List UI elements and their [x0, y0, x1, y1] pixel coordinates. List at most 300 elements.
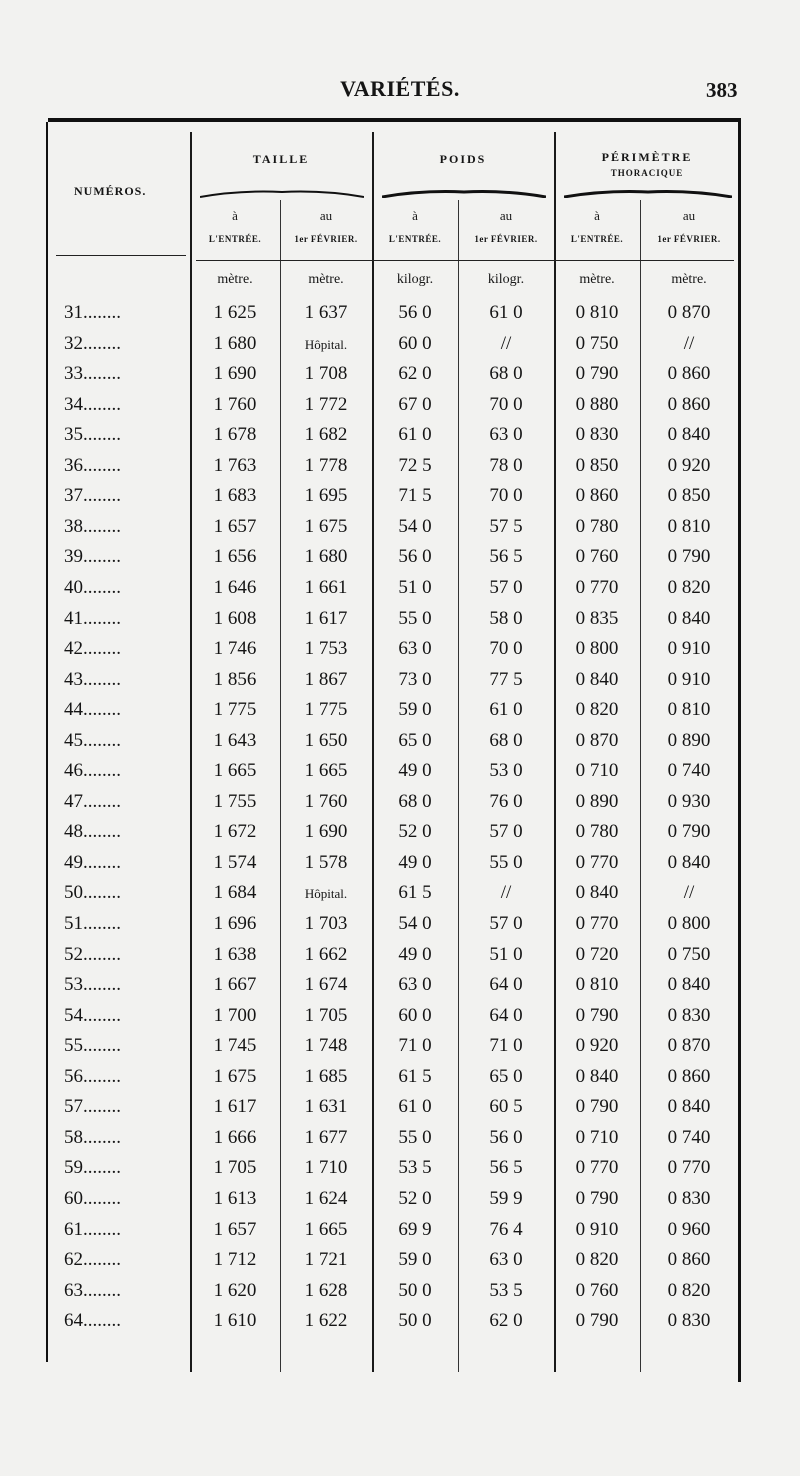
taille-fevrier: 1 775 [304, 699, 348, 721]
perimetre-fevrier: 0 830 [667, 1310, 711, 1332]
poids-fevrier: 64 0 [489, 1004, 523, 1026]
poids-entree: 61 5 [398, 1065, 432, 1087]
perimetre-entree: 0 870 [575, 729, 619, 751]
perimetre-entree: 0 760 [575, 546, 619, 568]
taille-entree: 1 700 [213, 1004, 257, 1026]
table-row [0, 577, 800, 607]
poids-fevrier: 70 0 [489, 485, 523, 507]
perimetre-fevrier: 0 840 [667, 851, 711, 873]
taille-fevrier: 1 708 [304, 363, 348, 385]
perimetre-fevrier: 0 750 [667, 943, 711, 965]
row-number: 32........ [64, 332, 121, 354]
perimetre-entree: 0 880 [575, 393, 619, 415]
perimetre-entree: 0 790 [575, 1310, 619, 1332]
taille-fevrier: 1 778 [304, 454, 348, 476]
taille-fevrier: Hôpital. [304, 886, 348, 902]
perimetre-fevrier: 0 930 [667, 790, 711, 812]
row-number: 52........ [64, 943, 121, 965]
poids-fevrier: 56 5 [489, 546, 523, 568]
taille-entree: 1 856 [213, 668, 257, 690]
taille-fevrier: 1 624 [304, 1187, 348, 1209]
taille-entree: 1 763 [213, 454, 257, 476]
taille-fevrier: 1 675 [304, 515, 348, 537]
poids-entree: 61 5 [398, 882, 432, 904]
row-number: 48........ [64, 821, 121, 843]
taille-fevrier: 1 695 [304, 485, 348, 507]
taille-fevrier: Hôpital. [304, 336, 348, 352]
table-row [0, 1066, 800, 1096]
taille-fevrier: 1 677 [304, 1126, 348, 1148]
row-number: 53........ [64, 974, 121, 996]
taille-fevrier: 1 690 [304, 821, 348, 843]
table-row [0, 363, 800, 393]
table-row [0, 1188, 800, 1218]
perimetre-fevrier: 0 830 [667, 1004, 711, 1026]
perimetre-entree: 0 840 [575, 668, 619, 690]
taille-entree: 1 620 [213, 1279, 257, 1301]
row-number: 51........ [64, 913, 121, 934]
taille-entree: 1 690 [213, 363, 257, 385]
row-number: 36........ [64, 454, 121, 476]
poids-entree: 71 0 [398, 1035, 432, 1057]
perimetre-entree: 0 850 [575, 454, 619, 476]
perimetre-fevrier: 0 840 [667, 974, 711, 996]
poids-fevrier: 61 0 [489, 302, 523, 323]
taille-entree: 1 712 [213, 1249, 257, 1271]
perimetre-fevrier: 0 960 [667, 1218, 711, 1240]
perimetre-fevrier: // [683, 882, 695, 904]
taille-entree: 1 665 [213, 760, 257, 782]
table-row [0, 1249, 800, 1279]
running-title: VARIÉTÉS. [340, 76, 460, 101]
perimetre-entree: 0 820 [575, 699, 619, 721]
perimetre-entree: 0 770 [575, 851, 619, 873]
table-row [0, 1096, 800, 1126]
table-row [0, 1127, 800, 1157]
poids-entree: 53 5 [398, 1157, 432, 1179]
unit-label: mètre. [671, 272, 707, 287]
table-row [0, 974, 800, 1004]
perimetre-fevrier: 0 850 [667, 485, 711, 507]
row-number: 38........ [64, 515, 121, 537]
poids-entree: 52 0 [398, 1187, 432, 1209]
taille-fevrier: 1 703 [304, 913, 348, 934]
perimetre-fevrier: 0 840 [667, 424, 711, 446]
poids-fevrier: // [500, 882, 512, 904]
poids-fevrier: 63 0 [489, 1249, 523, 1271]
table-row [0, 852, 800, 882]
taille-fevrier: 1 760 [304, 790, 348, 812]
perimetre-entree: 0 780 [575, 515, 619, 537]
row-number: 44........ [64, 699, 121, 721]
row-number: 64........ [64, 1310, 121, 1332]
perimetre-fevrier: 0 740 [667, 760, 711, 782]
taille-fevrier: 1 680 [304, 546, 348, 568]
perimetre-entree: 0 920 [575, 1035, 619, 1057]
row-number: 56........ [64, 1065, 121, 1087]
table-row [0, 302, 800, 332]
perimetre-entree: 0 790 [575, 1004, 619, 1026]
table-row [0, 424, 800, 454]
taille-entree: 1 746 [213, 638, 257, 660]
taille-entree: 1 775 [213, 699, 257, 721]
taille-fevrier: 1 650 [304, 729, 348, 751]
taille-fevrier: 1 674 [304, 974, 348, 996]
row-number: 57........ [64, 1096, 121, 1118]
poids-fevrier: 68 0 [489, 729, 523, 751]
perimetre-fevrier: 0 790 [667, 546, 711, 568]
poids-fevrier: 76 4 [489, 1218, 523, 1240]
table-row [0, 1157, 800, 1187]
poids-fevrier: 63 0 [489, 424, 523, 446]
poids-entree: 61 0 [398, 1096, 432, 1118]
poids-fevrier: 59 9 [489, 1187, 523, 1209]
poids-entree: 68 0 [398, 790, 432, 812]
table-row [0, 1310, 800, 1340]
poids-entree: 65 0 [398, 729, 432, 751]
perimetre-fevrier: 0 860 [667, 393, 711, 415]
taille-fevrier: 1 661 [304, 576, 348, 598]
poids-entree: 59 0 [398, 699, 432, 721]
poids-fevrier: 56 5 [489, 1157, 523, 1179]
perimetre-fevrier: 0 860 [667, 363, 711, 385]
group-header-perimetre [554, 150, 740, 178]
subheader-bottom: L'ENTRÉE. [388, 234, 442, 244]
poids-fevrier: 62 0 [489, 1310, 523, 1332]
table-row [0, 944, 800, 974]
poids-fevrier: 60 5 [489, 1096, 523, 1118]
perimetre-fevrier: 0 810 [667, 699, 711, 721]
poids-fevrier: 78 0 [489, 454, 523, 476]
perimetre-entree: 0 770 [575, 576, 619, 598]
poids-fevrier: 64 0 [489, 974, 523, 996]
subheader-top: au [682, 208, 696, 223]
poids-entree: 49 0 [398, 851, 432, 873]
poids-entree: 54 0 [398, 515, 432, 537]
taille-fevrier: 1 710 [304, 1157, 348, 1179]
poids-fevrier: 68 0 [489, 363, 523, 385]
subheader-top: à [232, 208, 238, 223]
taille-entree: 1 638 [213, 943, 257, 965]
perimetre-entree: 0 790 [575, 1096, 619, 1118]
unit-label: kilogr. [487, 272, 525, 287]
brace-taille [200, 188, 364, 198]
taille-entree: 1 617 [213, 1096, 257, 1118]
poids-entree: 56 0 [398, 546, 432, 568]
perimetre-fevrier: 0 810 [667, 515, 711, 537]
poids-entree: 50 0 [398, 1310, 432, 1332]
unit-label: kilogr. [396, 272, 434, 287]
unit-label: mètre. [217, 272, 253, 287]
perimetre-entree: 0 840 [575, 882, 619, 904]
taille-entree: 1 672 [213, 821, 257, 843]
poids-entree: 56 0 [398, 302, 432, 323]
perimetre-fevrier: 0 770 [667, 1157, 711, 1179]
row-number: 47........ [64, 790, 121, 812]
row-number: 49........ [64, 851, 121, 873]
taille-fevrier: 1 637 [304, 302, 348, 323]
perimetre-entree: 0 820 [575, 1249, 619, 1271]
perimetre-entree: 0 760 [575, 1279, 619, 1301]
table-row [0, 394, 800, 424]
taille-entree: 1 678 [213, 424, 257, 446]
poids-fevrier: 70 0 [489, 393, 523, 415]
taille-entree: 1 755 [213, 790, 257, 812]
row-number: 63........ [64, 1279, 121, 1301]
poids-entree: 49 0 [398, 760, 432, 782]
table-row [0, 699, 800, 729]
taille-fevrier: 1 772 [304, 393, 348, 415]
perimetre-entree: 0 910 [575, 1218, 619, 1240]
poids-fevrier: 77 5 [489, 668, 523, 690]
taille-entree: 1 608 [213, 607, 257, 629]
perimetre-entree: 0 770 [575, 913, 619, 934]
table-row [0, 485, 800, 515]
taille-fevrier: 1 665 [304, 1218, 348, 1240]
poids-entree: 60 0 [398, 332, 432, 354]
poids-entree: 52 0 [398, 821, 432, 843]
table-row [0, 638, 800, 668]
taille-fevrier: 1 753 [304, 638, 348, 660]
poids-entree: 50 0 [398, 1279, 432, 1301]
perimetre-entree: 0 810 [575, 974, 619, 996]
table-row [0, 821, 800, 851]
poids-fevrier: 56 0 [489, 1126, 523, 1148]
poids-entree: 54 0 [398, 913, 432, 934]
row-number: 45........ [64, 729, 121, 751]
taille-entree: 1 680 [213, 332, 257, 354]
perimetre-entree: 0 710 [575, 1126, 619, 1148]
poids-entree: 63 0 [398, 974, 432, 996]
row-number: 55........ [64, 1035, 121, 1057]
subheader-bottom: 1er FÉVRIER. [474, 234, 538, 244]
taille-entree: 1 684 [213, 882, 257, 904]
poids-entree: 73 0 [398, 668, 432, 690]
taille-entree: 1 657 [213, 515, 257, 537]
unit-label: mètre. [308, 272, 344, 287]
taille-fevrier: 1 705 [304, 1004, 348, 1026]
poids-fevrier: // [500, 332, 512, 354]
subheader-bottom: L'ENTRÉE. [208, 234, 262, 244]
taille-entree: 1 666 [213, 1126, 257, 1148]
taille-fevrier: 1 685 [304, 1065, 348, 1087]
poids-fevrier: 76 0 [489, 790, 523, 812]
row-number: 34........ [64, 393, 121, 415]
taille-fevrier: 1 628 [304, 1279, 348, 1301]
poids-fevrier: 57 5 [489, 515, 523, 537]
numeros-header: NUMÉROS. [74, 184, 147, 198]
row-number: 62........ [64, 1249, 121, 1271]
poids-entree: 63 0 [398, 638, 432, 660]
taille-fevrier: 1 665 [304, 760, 348, 782]
taille-fevrier: 1 662 [304, 943, 348, 965]
perimetre-entree: 0 710 [575, 760, 619, 782]
poids-fevrier: 70 0 [489, 638, 523, 660]
perimetre-fevrier: 0 840 [667, 607, 711, 629]
table-row [0, 546, 800, 576]
perimetre-entree: 0 830 [575, 424, 619, 446]
row-number: 54........ [64, 1004, 121, 1026]
poids-fevrier: 55 0 [489, 851, 523, 873]
table-row [0, 1280, 800, 1310]
perimetre-entree: 0 720 [575, 943, 619, 965]
perimetre-fevrier: 0 860 [667, 1065, 711, 1087]
taille-fevrier: 1 631 [304, 1096, 348, 1118]
subheader-top: à [412, 208, 418, 223]
table-row [0, 455, 800, 485]
taille-entree: 1 610 [213, 1310, 257, 1332]
taille-fevrier: 1 617 [304, 607, 348, 629]
row-number: 35........ [64, 424, 121, 446]
group-header-poids: POIDS [439, 152, 487, 166]
taille-entree: 1 646 [213, 576, 257, 598]
taille-fevrier: 1 622 [304, 1310, 348, 1332]
poids-entree: 59 0 [398, 1249, 432, 1271]
brace-poids [382, 188, 546, 198]
row-number: 41........ [64, 607, 121, 629]
taille-fevrier: 1 682 [304, 424, 348, 446]
poids-entree: 62 0 [398, 363, 432, 385]
subheader-bottom: L'ENTRÉE. [570, 234, 624, 244]
taille-entree: 1 574 [213, 851, 257, 873]
perimetre-entree: 0 790 [575, 363, 619, 385]
header-rule [196, 260, 734, 261]
perimetre-fevrier: 0 920 [667, 454, 711, 476]
perimetre-fevrier: 0 910 [667, 638, 711, 660]
subheader-top: au [499, 208, 513, 223]
taille-entree: 1 745 [213, 1035, 257, 1057]
subheader-bottom: 1er FÉVRIER. [294, 234, 358, 244]
taille-fevrier: 1 867 [304, 668, 348, 690]
perimetre-fevrier: 0 860 [667, 1249, 711, 1271]
table-row [0, 608, 800, 638]
unit-label: mètre. [579, 272, 615, 287]
perimetre-fevrier: 0 910 [667, 668, 711, 690]
poids-fevrier: 65 0 [489, 1065, 523, 1087]
taille-entree: 1 656 [213, 546, 257, 568]
perimetre-entree: 0 835 [575, 607, 619, 629]
poids-entree: 71 5 [398, 485, 432, 507]
row-number: 60........ [64, 1187, 121, 1209]
poids-fevrier: 71 0 [489, 1035, 523, 1057]
perimetre-entree: 0 890 [575, 790, 619, 812]
row-number: 42........ [64, 638, 121, 660]
perimetre-entree: 0 810 [575, 302, 619, 323]
poids-fevrier: 57 0 [489, 821, 523, 843]
perimetre-entree: 0 860 [575, 485, 619, 507]
perimetre-entree: 0 750 [575, 332, 619, 354]
taille-entree: 1 613 [213, 1187, 257, 1209]
poids-entree: 51 0 [398, 576, 432, 598]
perimetre-entree: 0 780 [575, 821, 619, 843]
table-row [0, 791, 800, 821]
table-row [0, 913, 800, 943]
perimetre-fevrier: 0 740 [667, 1126, 711, 1148]
poids-entree: 49 0 [398, 943, 432, 965]
taille-entree: 1 705 [213, 1157, 257, 1179]
poids-entree: 55 0 [398, 607, 432, 629]
row-number: 37........ [64, 485, 121, 507]
poids-entree: 69 9 [398, 1218, 432, 1240]
poids-fevrier: 53 5 [489, 1279, 523, 1301]
row-number: 61........ [64, 1218, 121, 1240]
table-row [0, 882, 800, 912]
row-number: 31........ [64, 302, 121, 323]
row-number: 43........ [64, 668, 121, 690]
perimetre-fevrier: 0 820 [667, 1279, 711, 1301]
taille-entree: 1 683 [213, 485, 257, 507]
poids-entree: 72 5 [398, 454, 432, 476]
taille-fevrier: 1 748 [304, 1035, 348, 1057]
row-number: 46........ [64, 760, 121, 782]
group-header-taille: TAILLE [252, 152, 310, 166]
taille-fevrier: 1 578 [304, 851, 348, 873]
group-header-perimetre-line1: PÉRIMÈTRE [601, 150, 693, 164]
row-number: 39........ [64, 546, 121, 568]
header-rule [56, 255, 186, 256]
poids-fevrier: 57 0 [489, 576, 523, 598]
poids-fevrier: 51 0 [489, 943, 523, 965]
perimetre-fevrier: // [683, 332, 695, 354]
taille-entree: 1 696 [213, 913, 257, 934]
perimetre-fevrier: 0 830 [667, 1187, 711, 1209]
perimetre-entree: 0 790 [575, 1187, 619, 1209]
table-row [0, 1005, 800, 1035]
poids-fevrier: 53 0 [489, 760, 523, 782]
subheader-top: à [594, 208, 600, 223]
taille-fevrier: 1 721 [304, 1249, 348, 1271]
taille-entree: 1 675 [213, 1065, 257, 1087]
perimetre-fevrier: 0 890 [667, 729, 711, 751]
table-row [0, 669, 800, 699]
perimetre-fevrier: 0 840 [667, 1096, 711, 1118]
perimetre-fevrier: 0 870 [667, 1035, 711, 1057]
poids-entree: 55 0 [398, 1126, 432, 1148]
subheader-top: au [319, 208, 333, 223]
table-row [0, 333, 800, 363]
taille-entree: 1 760 [213, 393, 257, 415]
taille-entree: 1 643 [213, 729, 257, 751]
table-row [0, 760, 800, 790]
taille-entree: 1 667 [213, 974, 257, 996]
table-row [0, 516, 800, 546]
poids-entree: 60 0 [398, 1004, 432, 1026]
row-number: 59........ [64, 1157, 121, 1179]
table-row [0, 730, 800, 760]
group-header-perimetre-line2: THORACIQUE [610, 168, 684, 178]
perimetre-fevrier: 0 790 [667, 821, 711, 843]
table-row [0, 1035, 800, 1065]
row-number: 50........ [64, 882, 121, 904]
brace-perimetre [564, 188, 732, 198]
poids-entree: 67 0 [398, 393, 432, 415]
perimetre-entree: 0 840 [575, 1065, 619, 1087]
perimetre-fevrier: 0 870 [667, 302, 711, 323]
perimetre-entree: 0 800 [575, 638, 619, 660]
poids-fevrier: 57 0 [489, 913, 523, 934]
taille-entree: 1 657 [213, 1218, 257, 1240]
poids-fevrier: 58 0 [489, 607, 523, 629]
poids-fevrier: 61 0 [489, 699, 523, 721]
table-row [0, 1219, 800, 1249]
perimetre-fevrier: 0 800 [667, 913, 711, 934]
perimetre-fevrier: 0 820 [667, 576, 711, 598]
taille-entree: 1 625 [213, 302, 257, 323]
perimetre-entree: 0 770 [575, 1157, 619, 1179]
row-number: 40........ [64, 576, 121, 598]
row-number: 58........ [64, 1126, 121, 1148]
poids-entree: 61 0 [398, 424, 432, 446]
